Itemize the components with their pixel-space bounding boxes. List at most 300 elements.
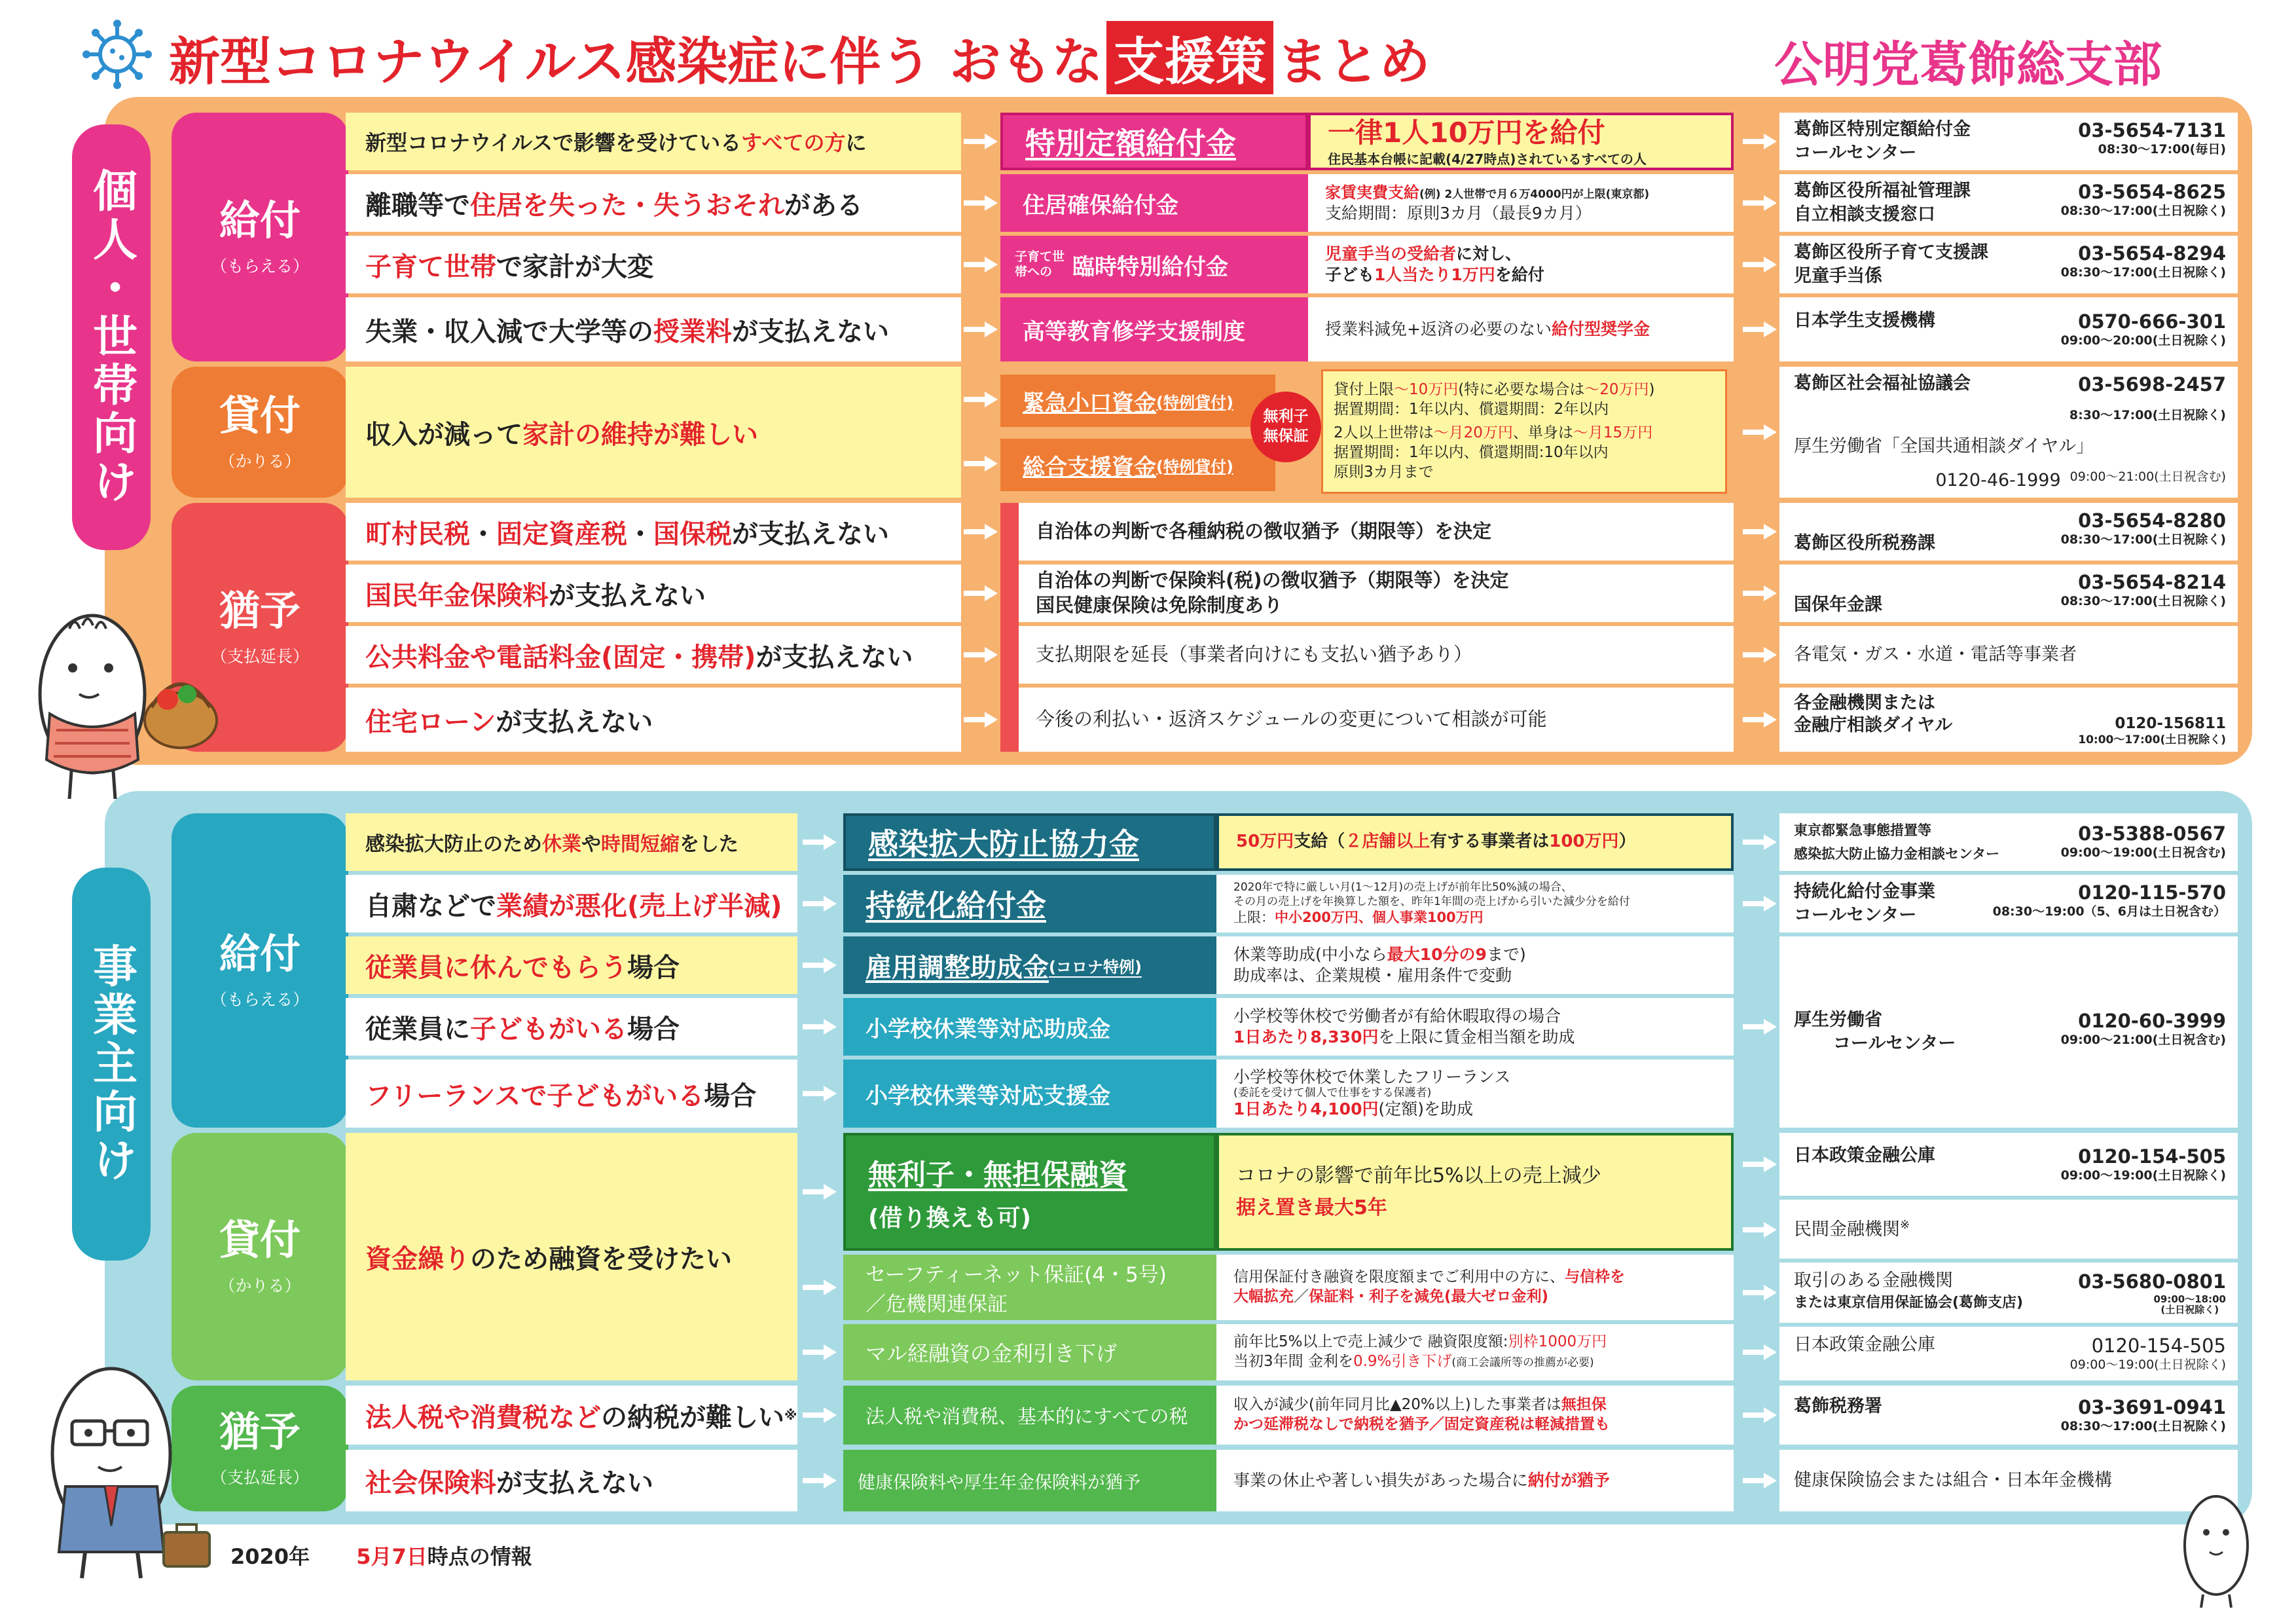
arrow-icon [964, 392, 998, 407]
t: 08:30～17:00(土日祝除く) [2060, 594, 2226, 609]
arrow-icon [1743, 834, 1777, 850]
t: 雇用調整助成金 [866, 952, 1049, 983]
t: 葛飾区役所福祉管理課 [1794, 181, 1971, 201]
ind-r2-detail [1308, 174, 1734, 232]
cat-main: 猶予 [219, 587, 301, 635]
cat-p-kyufu [172, 113, 348, 361]
t: 50万円 [1236, 832, 1294, 852]
biz-r1-condition [346, 813, 797, 871]
biz-r8-contact [1779, 1327, 2238, 1380]
biz-r9-condition [346, 1386, 797, 1445]
t: 与信枠を [1565, 1268, 1625, 1286]
t: 臨時特別給付金 [1072, 253, 1228, 280]
t: 前年比5%以上で売上減少で 融資限度額: [1233, 1333, 1508, 1351]
t: 厚生労働省「全国共通相談ダイヤル」 [1794, 436, 2094, 457]
arrow-icon [964, 456, 998, 471]
t: ／ [1294, 1288, 1309, 1305]
t: 日本学生支援機構 [1794, 310, 1935, 331]
ind-r6-detail [1019, 503, 1734, 561]
biz-r6-contact2 [1779, 1200, 2238, 1259]
biz-r2-condition [346, 875, 797, 932]
t: に対し、 [1456, 244, 1522, 263]
ind-r4-program [1000, 297, 1308, 361]
t: 一律1人10万円を給付 [1328, 116, 1605, 149]
t: 時間短縮 [601, 833, 680, 856]
t: 取引のある金融機関 [1794, 1270, 1953, 1291]
t: 0.9%引き下げ [1353, 1353, 1452, 1370]
biz-r9-detail [1216, 1386, 1734, 1445]
t: 持続化給付金 [866, 888, 1046, 923]
t: 従業員に [365, 1014, 470, 1044]
t: 特別定額給付金 [1025, 126, 1236, 161]
arrow-icon [803, 1184, 837, 1200]
ind-r3-contact [1779, 236, 2238, 293]
no-interest-badge [1250, 392, 1321, 462]
arrow-icon [803, 1344, 837, 1360]
t: 法人税や消費税、基本的にすべての税 [866, 1405, 1188, 1428]
t: 国保税 [653, 519, 732, 549]
ind-r9-contact [1779, 688, 2238, 752]
t: ・ [627, 519, 653, 549]
t: (特に必要な場合は [1458, 381, 1585, 399]
biz-r3-condition [346, 936, 797, 994]
t: 社会保険料 [365, 1467, 496, 1498]
t: 2020年で特に厳しい月(1～12月)の売上げが前年比50%減の場合、 [1233, 881, 1573, 895]
arrow-icon [964, 585, 998, 601]
t: 高等教育修学支援制度 [1023, 318, 1245, 345]
individual-section-label [72, 124, 151, 550]
t: 国民年金保険料 [365, 580, 549, 611]
t: で家計が大変 [496, 251, 653, 282]
t: が支払えない [732, 316, 889, 347]
t: 03-5654-7131 [2078, 119, 2226, 141]
t: 住居確保給付金 [1023, 192, 1178, 219]
t: 8:30～17:00(土日祝除く) [2069, 408, 2226, 423]
arrow-icon [803, 1086, 837, 1101]
biz-r4-detail [1216, 998, 1734, 1056]
t: 信用保証付き融資を限度額までご利用中の方に、 [1233, 1268, 1565, 1286]
biz-r3-program [843, 936, 1216, 994]
t: 08:30～17:00(土日祝除く) [2060, 1419, 2226, 1434]
ind-r4-condition [346, 297, 961, 361]
ind-r7-condition [346, 564, 961, 622]
cat-main: 猶予 [219, 1408, 301, 1456]
t: 事業の休止や著しい損失があった場合に [1233, 1470, 1528, 1490]
mascot-small-icon [2174, 1486, 2259, 1611]
footer-suffix: 時点の情報 [427, 1544, 532, 1569]
t: (定額)を助成 [1378, 1099, 1473, 1118]
biz-r10-detail [1216, 1450, 1734, 1511]
biz-r8-detail [1216, 1324, 1734, 1380]
t: 09:00～19:00(土日祝含む) [2060, 845, 2226, 860]
t: コールセンター [1794, 143, 1917, 164]
t: 最大10分の9 [1387, 944, 1487, 964]
t: 子どもがいる [470, 1014, 627, 1044]
biz-r1-contact [1779, 813, 2238, 871]
t: 資金繰り [365, 1244, 470, 1274]
business-section-label [72, 868, 151, 1261]
t: 08:30～19:00（5、6月は土日祝含む） [1992, 904, 2226, 919]
biz-r6-detail [1216, 1133, 1734, 1251]
cat-b-kyufu [172, 813, 348, 1128]
virus-icon [81, 18, 153, 90]
biz-r8-program [843, 1324, 1216, 1380]
t: や [581, 833, 601, 856]
t: 失業・収入減で大学等の [365, 316, 653, 347]
ind-r1-condition [346, 113, 961, 170]
t: 03-5654-8294 [2078, 242, 2226, 265]
ind-r5-detail [1321, 369, 1727, 494]
t: 据置期間：1年以内、償還期間:10年以内 [1334, 443, 1609, 461]
t: コロナの影響で前年比5%以上の売上減少 [1236, 1164, 1601, 1187]
business-label-text: 事業主向け [85, 943, 137, 1185]
t: 収入が減って [365, 419, 522, 450]
t: 無利子無保証 [1263, 408, 1309, 445]
ind-r8-contact [1779, 626, 2238, 684]
t: 03-5654-8214 [2078, 571, 2226, 593]
t: 100万円 [1549, 832, 1619, 852]
ind-r4-contact [1779, 297, 2238, 361]
t: かつ延滞税なしで納税を猶予／固定資産税は軽減措置も [1233, 1416, 1610, 1433]
t: ～20万円 [1584, 381, 1649, 399]
ind-r6-condition [346, 503, 961, 561]
arrow-icon [1743, 322, 1777, 337]
t: 東京都緊急事態措置等 [1794, 822, 1931, 838]
biz-r7-detail [1216, 1255, 1734, 1320]
individual-label-text: 個人・世帯向け [85, 168, 137, 507]
t: 1日あたり8,330円 [1233, 1027, 1379, 1046]
arrow-icon [964, 257, 998, 272]
t: 持続化給付金事業 [1794, 881, 1935, 902]
t: 09:00～19:00(土日祝除く) [2060, 1168, 2226, 1183]
page-title [169, 25, 1430, 90]
t: 03-3691-0941 [2078, 1396, 2226, 1418]
arrow-icon [1743, 896, 1777, 912]
cat-sub: （もらえる） [210, 256, 309, 276]
t: ～月15万円 [1573, 424, 1653, 442]
t: 家賃実費支給 [1325, 183, 1419, 202]
biz-r5-program [843, 1060, 1216, 1128]
biz-r7-program [843, 1255, 1216, 1320]
ind-r5-contact [1779, 367, 2238, 498]
t: 民間金融機関 [1794, 1219, 1900, 1240]
t: ※ [784, 1407, 797, 1423]
t: 住居を失った・失うおそれ [470, 190, 784, 221]
t: 葛飾税務署 [1794, 1396, 1882, 1416]
t: 中小200万円、個人事業100万円 [1275, 910, 1484, 926]
t: 08:30～17:00(土日祝除く) [2060, 265, 2226, 280]
t: 03-5388-0567 [2078, 822, 2226, 845]
t: 新型コロナウイルスで影響を受けている [365, 130, 742, 155]
biz-r6-program [843, 1133, 1216, 1251]
t: 各金融機関または [1794, 693, 1935, 714]
cat-b-kashi [172, 1133, 348, 1380]
arrow-icon [1743, 524, 1777, 540]
arrow-icon [1743, 1344, 1777, 1360]
arrow-icon [964, 134, 998, 149]
t: 法人税や消費税など [365, 1402, 601, 1433]
t: ) [1649, 381, 1655, 399]
ind-r1-contact [1779, 113, 2238, 170]
arrow-icon [803, 1473, 837, 1488]
t: が支払えない [496, 707, 653, 737]
t: 健康保険協会または組合・日本年金機構 [1794, 1470, 2112, 1491]
t: 場合 [627, 952, 680, 983]
ind-r9-condition [346, 688, 961, 752]
ind-r1-program [1000, 113, 1308, 170]
cat-sub: （支払延長） [210, 646, 309, 666]
t: を上限に賃金相当額を助成 [1378, 1027, 1575, 1046]
t: 給付型奨学金 [1551, 319, 1650, 339]
t: 0120-154-505 [2091, 1335, 2226, 1357]
biz-mhlw-contact [1779, 936, 2238, 1128]
mascot-businessman-icon [26, 1356, 223, 1585]
t: 自粛などで [365, 891, 496, 921]
t: ） [1618, 832, 1636, 852]
t: 無利子・無担保融資 [868, 1158, 1127, 1192]
t: が支払えない [549, 580, 706, 611]
arrow-icon [803, 1407, 837, 1423]
t: の納税が難しい [601, 1402, 784, 1433]
ind-r5-program1 [1000, 375, 1275, 427]
t: 貸付上限 [1334, 381, 1394, 399]
t: 国民健康保険は免除制度あり [1036, 594, 1283, 616]
t: 緊急小口資金 [1023, 390, 1156, 416]
t: 収入が減少(前年同月比▲20%以上)した事業者は [1233, 1396, 1561, 1414]
t: 各電気・ガス・水道・電話等事業者 [1794, 644, 2077, 665]
arrow-icon [803, 1019, 837, 1035]
t: 葛飾区役所税務課 [1794, 533, 1935, 554]
footer-day: 5月7日 [356, 1544, 428, 1569]
arrow-icon [1743, 195, 1777, 211]
t: 感染拡大防止のため [365, 833, 542, 856]
biz-r4-program [843, 998, 1216, 1056]
t: 09:00～18:00 [2153, 1293, 2226, 1305]
biz-r9-contact [1779, 1386, 2238, 1445]
t: 0120-115-570 [2078, 881, 2226, 904]
ind-r3-condition [346, 236, 961, 293]
arrow-icon [1743, 1473, 1777, 1488]
t: 原則3カ月まで [1334, 463, 1434, 481]
biz-r2-program [843, 875, 1216, 932]
t: 03-5654-8625 [2078, 181, 2226, 203]
t: コールセンター [1794, 905, 1917, 926]
arrow-icon [1743, 134, 1777, 149]
org-name: 公明党葛飾総支部 [1774, 37, 2162, 93]
t: 09:00～20:00(土日祝除く) [2060, 333, 2226, 348]
t: 授業料減免+返済の必要のない [1325, 319, 1552, 339]
biz-r1-detail [1216, 813, 1734, 871]
cat-sub: （かりる） [219, 1276, 301, 1295]
cat-p-kashi [172, 367, 348, 498]
t: が支払えない [496, 1467, 653, 1498]
t: 葛飾区役所子育て支援課 [1794, 242, 1988, 263]
t: に [845, 130, 867, 155]
t: 日本政策金融公庫 [1794, 1335, 1935, 1355]
t: ２店舗以上 [1345, 832, 1430, 852]
t: 08:30～17:00(土日祝除く) [2060, 204, 2226, 219]
t: (例) 2人世帯で月６万4000円が上限(東京都) [1419, 187, 1650, 201]
arrow-icon [803, 957, 837, 973]
t: が支払えない [756, 642, 913, 673]
t: 授業料 [653, 316, 732, 347]
t: 小学校休業等対応助成金 [866, 1016, 1110, 1043]
arrow-icon [964, 647, 998, 663]
t: 児童手当の受給者 [1325, 244, 1457, 263]
t: 子ども [1325, 265, 1375, 284]
t: セーフティーネット保証(4・5号) [866, 1263, 1167, 1287]
t: 自治体の判断で保険料(税)の徴収猶予（期限等）を決定 [1036, 569, 1509, 592]
t: 納付が猶予 [1527, 1470, 1610, 1490]
t: (土日祝除く) [2160, 1304, 2219, 1316]
arrow-icon [1743, 1019, 1777, 1035]
ind-r2-program [1000, 174, 1308, 232]
ind-r3-detail [1308, 236, 1734, 293]
t: 金融庁相談ダイヤル [1794, 714, 1953, 735]
t: 0120-46-1999 [1935, 470, 2061, 491]
t: 2人以上世帯は [1334, 424, 1434, 442]
biz-r9-program [843, 1386, 1216, 1445]
t: ※ [1900, 1217, 1910, 1232]
biz-r10-contact [1779, 1450, 2238, 1511]
t: まで) [1486, 944, 1526, 964]
arrow-icon [1743, 1285, 1777, 1301]
t: 上限： [1233, 910, 1275, 926]
t: 別枠1000万円 [1508, 1333, 1607, 1351]
arrow-icon [964, 195, 998, 211]
footer-date [230, 1540, 532, 1570]
t: 厚生労働省 [1794, 1010, 1882, 1030]
t: 場合 [627, 1014, 680, 1044]
cat-sub: （かりる） [219, 451, 301, 471]
t: コールセンター [1833, 1033, 1956, 1054]
t: 有する事業者は [1430, 832, 1550, 852]
t: ／危機関連保証 [866, 1293, 1008, 1316]
t: 03-5680-0801 [2078, 1270, 2226, 1293]
t: (特例貸付) [1156, 393, 1233, 412]
t: 葛飾区特別定額給付金 [1794, 119, 1971, 139]
t: (商工会議所等の推薦が必要) [1451, 1356, 1594, 1369]
biz-r10-program [843, 1450, 1216, 1511]
arrow-icon [1743, 424, 1777, 440]
t: (特例貸付) [1156, 457, 1233, 476]
t: 0570-666-301 [2078, 310, 2226, 333]
ind-r5-program2 [1000, 439, 1275, 491]
cat-main: 貸付 [219, 1216, 301, 1264]
t: 09:00～21:00(土日祝含む) [2060, 1033, 2226, 1048]
title-highlight: 支援策 [1106, 21, 1273, 94]
t: 09:00～19:00(土日祝除く) [2069, 1357, 2226, 1373]
arrow-icon [803, 834, 837, 850]
t: 公共料金や電話料金(固定・携帯) [365, 642, 756, 673]
cat-main: 貸付 [219, 392, 301, 440]
t: 据置期間：1年以内、償還期間：2年以内 [1334, 401, 1609, 418]
t: その月の売上げを年換算した額を、昨年1年間の売上げから引いた減少分を給付 [1233, 895, 1630, 909]
t: または東京信用保証協会(葛飾支店) [1794, 1294, 2024, 1311]
ind-r2-contact [1779, 174, 2238, 232]
biz-r2-detail [1216, 875, 1734, 932]
biz-r2-contact [1779, 875, 2238, 932]
t: のため融資を受けたい [470, 1244, 732, 1274]
cat-sub: （支払延長） [210, 1467, 309, 1487]
t: すべての方 [741, 130, 846, 155]
footer-year: 2020年 [230, 1544, 310, 1569]
arrow-icon [1743, 647, 1777, 663]
ind-r7-detail [1019, 564, 1734, 622]
t: 1人当たり1万円 [1374, 265, 1495, 284]
t: 0120-154-505 [2078, 1145, 2226, 1168]
t: 小学校休業等対応支援金 [866, 1082, 1110, 1109]
t: 日本政策金融公庫 [1794, 1145, 1935, 1166]
t: 葛飾区社会福祉協議会 [1794, 373, 1971, 394]
t: 子育て世帯への [1015, 249, 1065, 279]
biz-r7-contact [1779, 1263, 2238, 1323]
arrow-icon [1743, 585, 1777, 601]
arrow-icon [964, 712, 998, 728]
biz-r10-condition [346, 1450, 797, 1511]
t: マル経融資の金利引き下げ [866, 1341, 1118, 1366]
ind-deferral-bar [1000, 503, 1019, 752]
t: 助成率は、企業規模・雇用条件で変動 [1233, 966, 1512, 985]
t: ～10万円 [1394, 381, 1459, 399]
t: 国保年金課 [1794, 595, 1882, 616]
t: (借り換えも可) [868, 1204, 1031, 1232]
biz-r6-contact1 [1779, 1133, 2238, 1196]
arrow-icon [964, 322, 998, 337]
t: 、単身は [1512, 424, 1573, 442]
biz-r5-detail [1216, 1060, 1734, 1128]
t: 児童手当係 [1794, 266, 1882, 287]
t: 0120-156811 [2115, 714, 2226, 732]
t: 小学校等休校で休業したフリーランス [1233, 1067, 1511, 1087]
t: 離職等で [365, 190, 470, 221]
t: (コロナ特例) [1049, 957, 1142, 976]
t: 自立相談支援窓口 [1794, 204, 1935, 225]
t: 据え置き最大5年 [1236, 1196, 1387, 1219]
cat-sub: （もらえる） [210, 989, 309, 1009]
ind-r3-program [1000, 236, 1308, 293]
biz-loan-condition [346, 1133, 797, 1380]
t: 町村民税 [365, 519, 470, 549]
t: 自治体の判断で各種納税の徴収猶予（期限等）を決定 [1036, 520, 1492, 543]
mascot-shopper-icon [24, 589, 220, 805]
t: フリーランスで子どもがいる [365, 1080, 704, 1111]
t: 休業 [542, 833, 581, 856]
ind-r1-detail [1308, 113, 1734, 170]
t: をした [680, 833, 738, 856]
ind-r4-detail [1308, 297, 1734, 361]
t: 家計の維持が難しい [522, 419, 758, 450]
arrow-icon [964, 524, 998, 540]
biz-r4-condition [346, 998, 797, 1056]
t: 03-5698-2457 [2078, 373, 2226, 396]
t: 小学校等休校で労働者が有給休暇取得の場合 [1233, 1006, 1561, 1025]
t: 大幅拡充 [1233, 1288, 1294, 1305]
t: 08:30～17:00(毎日) [2098, 142, 2226, 157]
t: 住宅ローン [365, 707, 496, 737]
cat-main: 給付 [219, 930, 301, 978]
title-text-end: まとめ [1277, 33, 1430, 92]
arrow-icon [803, 1280, 837, 1295]
t: 0120-60-3999 [2078, 1010, 2226, 1032]
biz-r3-detail [1216, 936, 1734, 994]
t: 10:00～17:00(土日祝除く) [2078, 733, 2226, 747]
arrow-icon [803, 896, 837, 912]
t: (委託を受けて個人で仕事をする保護者) [1233, 1086, 1432, 1100]
t: ・ [470, 519, 496, 549]
ind-r8-condition [346, 626, 961, 684]
t: 健康保険料や厚生年金保険料が猶予 [858, 1472, 1140, 1493]
